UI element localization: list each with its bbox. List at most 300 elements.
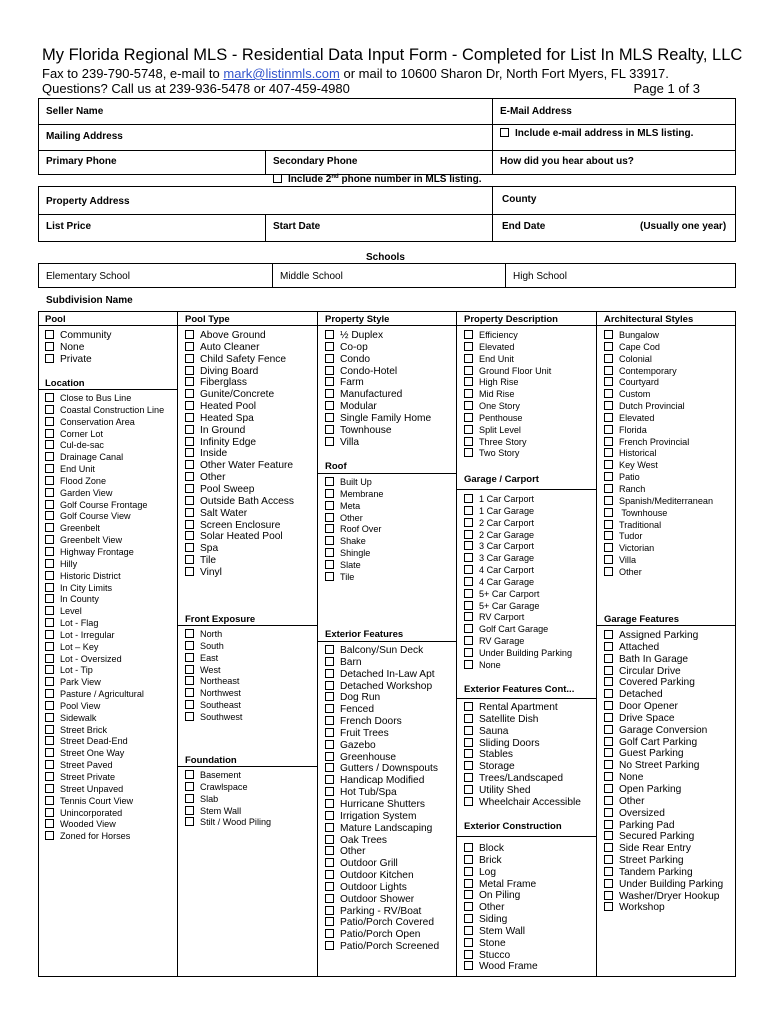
checkbox-icon[interactable] xyxy=(325,870,334,879)
garage-features-option[interactable] xyxy=(604,737,723,749)
elementary-school-field[interactable]: Elementary School xyxy=(46,271,130,282)
checkbox-icon[interactable] xyxy=(45,571,54,580)
checkbox-icon[interactable] xyxy=(325,835,334,844)
checkbox-icon[interactable] xyxy=(604,413,613,422)
checkbox-icon[interactable] xyxy=(45,594,54,603)
checkbox-icon[interactable] xyxy=(464,354,473,363)
garage-carport-option[interactable] xyxy=(464,624,572,636)
garage-features-option[interactable] xyxy=(604,677,723,689)
checkbox-icon[interactable] xyxy=(325,645,334,654)
pool-type-option[interactable] xyxy=(185,508,294,520)
checkbox-icon[interactable] xyxy=(185,688,194,697)
checkbox-icon[interactable] xyxy=(185,425,194,434)
pool-type-option[interactable] xyxy=(185,437,294,449)
checkbox-icon[interactable] xyxy=(604,820,613,829)
checkbox-icon[interactable] xyxy=(45,488,54,497)
checkbox-icon[interactable] xyxy=(604,796,613,805)
location-option[interactable] xyxy=(45,618,164,630)
front-exposure-option[interactable] xyxy=(185,653,242,665)
garage-carport-option[interactable] xyxy=(464,565,572,577)
architectural-styles-option[interactable] xyxy=(604,460,713,472)
checkbox-icon[interactable] xyxy=(45,701,54,710)
checkbox-icon[interactable] xyxy=(500,128,509,137)
checkbox-icon[interactable] xyxy=(45,796,54,805)
location-option[interactable] xyxy=(45,630,164,642)
exterior-construction-option[interactable] xyxy=(464,938,538,950)
exterior-features-option[interactable] xyxy=(325,894,439,906)
checkbox-icon[interactable] xyxy=(325,775,334,784)
exterior-features-option[interactable] xyxy=(325,929,439,941)
checkbox-icon[interactable] xyxy=(45,760,54,769)
checkbox-icon[interactable] xyxy=(604,366,613,375)
checkbox-icon[interactable] xyxy=(45,772,54,781)
checkbox-icon[interactable] xyxy=(185,782,194,791)
checkbox-icon[interactable] xyxy=(464,726,473,735)
garage-features-option[interactable] xyxy=(604,701,723,713)
checkbox-icon[interactable] xyxy=(464,624,473,633)
checkbox-icon[interactable] xyxy=(325,477,334,486)
checkbox-icon[interactable] xyxy=(185,794,194,803)
property-description-option[interactable] xyxy=(464,425,551,437)
pool-type-option[interactable] xyxy=(185,520,294,532)
pool-type-option[interactable] xyxy=(185,472,294,484)
exterior-features-option[interactable] xyxy=(325,681,439,693)
checkbox-icon[interactable] xyxy=(464,518,473,527)
checkbox-icon[interactable] xyxy=(325,917,334,926)
checkbox-icon[interactable] xyxy=(325,669,334,678)
garage-features-option[interactable] xyxy=(604,879,723,891)
property-description-option[interactable] xyxy=(464,413,551,425)
checkbox-icon[interactable] xyxy=(45,808,54,817)
checkbox-icon[interactable] xyxy=(604,713,613,722)
checkbox-icon[interactable] xyxy=(185,817,194,826)
garage-features-option[interactable] xyxy=(604,831,723,843)
architectural-styles-option[interactable] xyxy=(604,354,713,366)
checkbox-icon[interactable] xyxy=(185,676,194,685)
location-option[interactable] xyxy=(45,405,164,417)
garage-carport-option[interactable] xyxy=(464,601,572,613)
checkbox-icon[interactable] xyxy=(185,342,194,351)
location-option[interactable] xyxy=(45,500,164,512)
property-description-option[interactable] xyxy=(464,448,551,460)
location-option[interactable] xyxy=(45,736,164,748)
checkbox-icon[interactable] xyxy=(604,472,613,481)
pool-type-option[interactable] xyxy=(185,425,294,437)
exterior-construction-option[interactable] xyxy=(464,914,538,926)
checkbox-icon[interactable] xyxy=(45,429,54,438)
checkbox-icon[interactable] xyxy=(325,354,334,363)
checkbox-icon[interactable] xyxy=(604,891,613,900)
exterior-features-option[interactable] xyxy=(325,823,439,835)
checkbox-icon[interactable] xyxy=(185,567,194,576)
checkbox-icon[interactable] xyxy=(45,630,54,639)
checkbox-icon[interactable] xyxy=(464,890,473,899)
garage-features-option[interactable] xyxy=(604,784,723,796)
location-option[interactable] xyxy=(45,772,164,784)
checkbox-icon[interactable] xyxy=(464,448,473,457)
exterior-features-option[interactable] xyxy=(325,882,439,894)
checkbox-icon[interactable] xyxy=(464,342,473,351)
primary-phone-field[interactable]: Primary Phone xyxy=(46,156,117,167)
checkbox-icon[interactable] xyxy=(464,938,473,947)
seller-name-field[interactable]: Seller Name xyxy=(46,106,104,117)
checkbox-icon[interactable] xyxy=(185,806,194,815)
checkbox-icon[interactable] xyxy=(464,950,473,959)
checkbox-icon[interactable] xyxy=(45,677,54,686)
checkbox-icon[interactable] xyxy=(464,565,473,574)
location-option[interactable] xyxy=(45,677,164,689)
checkbox-icon[interactable] xyxy=(185,496,194,505)
checkbox-icon[interactable] xyxy=(604,460,613,469)
architectural-styles-option[interactable] xyxy=(604,508,713,520)
how-hear-field[interactable]: How did you hear about us? xyxy=(500,156,634,167)
property-description-option[interactable] xyxy=(464,377,551,389)
checkbox-icon[interactable] xyxy=(325,787,334,796)
checkbox-icon[interactable] xyxy=(45,725,54,734)
checkbox-icon[interactable] xyxy=(325,704,334,713)
checkbox-icon[interactable] xyxy=(604,555,613,564)
property-description-option[interactable] xyxy=(464,401,551,413)
exterior-features-option[interactable] xyxy=(325,858,439,870)
checkbox-icon[interactable] xyxy=(464,902,473,911)
location-option[interactable] xyxy=(45,654,164,666)
location-option[interactable] xyxy=(45,583,164,595)
checkbox-icon[interactable] xyxy=(185,472,194,481)
garage-features-option[interactable] xyxy=(604,654,723,666)
checkbox-icon[interactable] xyxy=(185,448,194,457)
checkbox-icon[interactable] xyxy=(45,476,54,485)
checkbox-icon[interactable] xyxy=(325,799,334,808)
checkbox-icon[interactable] xyxy=(604,630,613,639)
garage-features-option[interactable] xyxy=(604,713,723,725)
checkbox-icon[interactable] xyxy=(604,831,613,840)
exterior-features-option[interactable] xyxy=(325,645,439,657)
location-option[interactable] xyxy=(45,784,164,796)
checkbox-icon[interactable] xyxy=(325,330,334,339)
pool-type-option[interactable] xyxy=(185,330,294,342)
property-style-option[interactable] xyxy=(325,437,431,449)
checkbox-icon[interactable] xyxy=(604,437,613,446)
exterior-features-option[interactable] xyxy=(325,752,439,764)
pool-option[interactable] xyxy=(45,330,112,342)
checkbox-icon[interactable] xyxy=(604,843,613,852)
property-description-option[interactable] xyxy=(464,354,551,366)
checkbox-icon[interactable] xyxy=(325,425,334,434)
exterior-features-option[interactable] xyxy=(325,775,439,787)
pool-type-option[interactable] xyxy=(185,401,294,413)
front-exposure-option[interactable] xyxy=(185,665,242,677)
garage-features-option[interactable] xyxy=(604,796,723,808)
exterior-features-option[interactable] xyxy=(325,740,439,752)
location-option[interactable] xyxy=(45,689,164,701)
garage-carport-option[interactable] xyxy=(464,660,572,672)
email-link[interactable]: mark@listinmls.com xyxy=(223,66,340,81)
checkbox-icon[interactable] xyxy=(604,448,613,457)
garage-features-option[interactable] xyxy=(604,820,723,832)
location-option[interactable] xyxy=(45,831,164,843)
include-email-option[interactable] xyxy=(500,128,693,139)
garage-features-option[interactable] xyxy=(604,867,723,879)
garage-features-option[interactable] xyxy=(604,772,723,784)
checkbox-icon[interactable] xyxy=(325,389,334,398)
garage-carport-option[interactable] xyxy=(464,589,572,601)
checkbox-icon[interactable] xyxy=(604,389,613,398)
pool-option[interactable] xyxy=(45,342,112,354)
checkbox-icon[interactable] xyxy=(325,752,334,761)
checkbox-icon[interactable] xyxy=(604,543,613,552)
checkbox-icon[interactable] xyxy=(604,342,613,351)
subdivision-name-field[interactable]: Subdivision Name xyxy=(46,295,133,306)
garage-features-option[interactable] xyxy=(604,748,723,760)
checkbox-icon[interactable] xyxy=(464,425,473,434)
property-description-option[interactable] xyxy=(464,330,551,342)
checkbox-icon[interactable] xyxy=(464,879,473,888)
architectural-styles-option[interactable] xyxy=(604,567,713,579)
checkbox-icon[interactable] xyxy=(45,464,54,473)
checkbox-icon[interactable] xyxy=(464,601,473,610)
checkbox-icon[interactable] xyxy=(45,393,54,402)
pool-type-option[interactable] xyxy=(185,555,294,567)
garage-features-option[interactable] xyxy=(604,630,723,642)
exterior-construction-option[interactable] xyxy=(464,926,538,938)
pool-type-option[interactable] xyxy=(185,531,294,543)
start-date-field[interactable]: Start Date xyxy=(273,221,321,232)
checkbox-icon[interactable] xyxy=(325,536,334,545)
location-option[interactable] xyxy=(45,511,164,523)
checkbox-icon[interactable] xyxy=(604,808,613,817)
checkbox-icon[interactable] xyxy=(185,555,194,564)
checkbox-icon[interactable] xyxy=(45,523,54,532)
exterior-features-cont-option[interactable] xyxy=(464,702,581,714)
checkbox-icon[interactable] xyxy=(325,501,334,510)
architectural-styles-option[interactable] xyxy=(604,531,713,543)
checkbox-icon[interactable] xyxy=(185,401,194,410)
pool-type-option[interactable] xyxy=(185,460,294,472)
garage-carport-option[interactable] xyxy=(464,541,572,553)
roof-option[interactable] xyxy=(325,536,383,548)
exterior-features-cont-option[interactable] xyxy=(464,726,581,738)
checkbox-icon[interactable] xyxy=(464,401,473,410)
checkbox-icon[interactable] xyxy=(45,405,54,414)
checkbox-icon[interactable] xyxy=(185,700,194,709)
location-option[interactable] xyxy=(45,476,164,488)
checkbox-icon[interactable] xyxy=(185,389,194,398)
checkbox-icon[interactable] xyxy=(464,797,473,806)
checkbox-icon[interactable] xyxy=(45,736,54,745)
checkbox-icon[interactable] xyxy=(325,401,334,410)
front-exposure-option[interactable] xyxy=(185,700,242,712)
garage-features-option[interactable] xyxy=(604,891,723,903)
checkbox-icon[interactable] xyxy=(45,642,54,651)
checkbox-icon[interactable] xyxy=(325,846,334,855)
checkbox-icon[interactable] xyxy=(185,484,194,493)
checkbox-icon[interactable] xyxy=(185,665,194,674)
garage-features-option[interactable] xyxy=(604,808,723,820)
checkbox-icon[interactable] xyxy=(185,413,194,422)
garage-carport-option[interactable] xyxy=(464,553,572,565)
location-option[interactable] xyxy=(45,452,164,464)
checkbox-icon[interactable] xyxy=(325,894,334,903)
checkbox-icon[interactable] xyxy=(604,748,613,757)
checkbox-icon[interactable] xyxy=(185,330,194,339)
location-option[interactable] xyxy=(45,713,164,725)
checkbox-icon[interactable] xyxy=(604,772,613,781)
architectural-styles-option[interactable] xyxy=(604,543,713,555)
checkbox-icon[interactable] xyxy=(45,417,54,426)
checkbox-icon[interactable] xyxy=(464,914,473,923)
checkbox-icon[interactable] xyxy=(464,761,473,770)
location-option[interactable] xyxy=(45,429,164,441)
checkbox-icon[interactable] xyxy=(325,728,334,737)
checkbox-icon[interactable] xyxy=(464,366,473,375)
high-school-field[interactable]: High School xyxy=(513,271,567,282)
checkbox-icon[interactable] xyxy=(45,330,54,339)
checkbox-icon[interactable] xyxy=(464,612,473,621)
location-option[interactable] xyxy=(45,701,164,713)
pool-type-option[interactable] xyxy=(185,567,294,579)
checkbox-icon[interactable] xyxy=(464,530,473,539)
location-option[interactable] xyxy=(45,523,164,535)
location-option[interactable] xyxy=(45,417,164,429)
checkbox-icon[interactable] xyxy=(464,843,473,852)
checkbox-icon[interactable] xyxy=(604,784,613,793)
exterior-construction-option[interactable] xyxy=(464,902,538,914)
roof-option[interactable] xyxy=(325,501,383,513)
architectural-styles-option[interactable] xyxy=(604,389,713,401)
exterior-features-option[interactable] xyxy=(325,846,439,858)
checkbox-icon[interactable] xyxy=(185,437,194,446)
checkbox-icon[interactable] xyxy=(325,823,334,832)
location-option[interactable] xyxy=(45,393,164,405)
checkbox-icon[interactable] xyxy=(45,831,54,840)
garage-carport-option[interactable] xyxy=(464,612,572,624)
architectural-styles-option[interactable] xyxy=(604,484,713,496)
garage-carport-option[interactable] xyxy=(464,530,572,542)
property-style-option[interactable] xyxy=(325,413,431,425)
architectural-styles-option[interactable] xyxy=(604,425,713,437)
secondary-phone-field[interactable]: Secondary Phone xyxy=(273,156,358,167)
checkbox-icon[interactable] xyxy=(464,413,473,422)
checkbox-icon[interactable] xyxy=(464,636,473,645)
property-description-option[interactable] xyxy=(464,437,551,449)
checkbox-icon[interactable] xyxy=(464,855,473,864)
location-option[interactable] xyxy=(45,606,164,618)
checkbox-icon[interactable] xyxy=(325,906,334,915)
architectural-styles-option[interactable] xyxy=(604,496,713,508)
checkbox-icon[interactable] xyxy=(185,520,194,529)
checkbox-icon[interactable] xyxy=(464,541,473,550)
checkbox-icon[interactable] xyxy=(464,738,473,747)
property-style-option[interactable] xyxy=(325,401,431,413)
exterior-features-option[interactable] xyxy=(325,870,439,882)
checkbox-icon[interactable] xyxy=(185,629,194,638)
checkbox-icon[interactable] xyxy=(45,689,54,698)
location-option[interactable] xyxy=(45,748,164,760)
checkbox-icon[interactable] xyxy=(45,748,54,757)
checkbox-icon[interactable] xyxy=(45,606,54,615)
checkbox-icon[interactable] xyxy=(464,648,473,657)
checkbox-icon[interactable] xyxy=(604,425,613,434)
exterior-construction-option[interactable] xyxy=(464,855,538,867)
location-option[interactable] xyxy=(45,725,164,737)
checkbox-icon[interactable] xyxy=(185,653,194,662)
checkbox-icon[interactable] xyxy=(325,681,334,690)
checkbox-icon[interactable] xyxy=(45,452,54,461)
front-exposure-option[interactable] xyxy=(185,629,242,641)
checkbox-icon[interactable] xyxy=(604,677,613,686)
roof-option[interactable] xyxy=(325,513,383,525)
property-description-option[interactable] xyxy=(464,342,551,354)
location-option[interactable] xyxy=(45,796,164,808)
checkbox-icon[interactable] xyxy=(185,460,194,469)
middle-school-field[interactable]: Middle School xyxy=(280,271,343,282)
exterior-features-option[interactable] xyxy=(325,692,439,704)
checkbox-icon[interactable] xyxy=(45,535,54,544)
pool-type-option[interactable] xyxy=(185,366,294,378)
architectural-styles-option[interactable] xyxy=(604,448,713,460)
checkbox-icon[interactable] xyxy=(464,785,473,794)
checkbox-icon[interactable] xyxy=(604,855,613,864)
checkbox-icon[interactable] xyxy=(464,660,473,669)
end-date-field[interactable]: End Date xyxy=(502,221,546,232)
foundation-option[interactable] xyxy=(185,770,271,782)
garage-carport-option[interactable] xyxy=(464,577,572,589)
exterior-features-option[interactable] xyxy=(325,917,439,929)
checkbox-icon[interactable] xyxy=(464,749,473,758)
property-style-option[interactable] xyxy=(325,342,431,354)
checkbox-icon[interactable] xyxy=(464,961,473,970)
location-option[interactable] xyxy=(45,559,164,571)
pool-option[interactable] xyxy=(45,354,112,366)
exterior-features-option[interactable] xyxy=(325,787,439,799)
checkbox-icon[interactable] xyxy=(185,377,194,386)
checkbox-icon[interactable] xyxy=(464,437,473,446)
front-exposure-option[interactable] xyxy=(185,712,242,724)
checkbox-icon[interactable] xyxy=(325,929,334,938)
architectural-styles-option[interactable] xyxy=(604,342,713,354)
property-style-option[interactable] xyxy=(325,389,431,401)
architectural-styles-option[interactable] xyxy=(604,520,713,532)
location-option[interactable] xyxy=(45,547,164,559)
property-style-option[interactable] xyxy=(325,366,431,378)
checkbox-icon[interactable] xyxy=(464,330,473,339)
checkbox-icon[interactable] xyxy=(45,440,54,449)
architectural-styles-option[interactable] xyxy=(604,472,713,484)
property-style-option[interactable] xyxy=(325,377,431,389)
location-option[interactable] xyxy=(45,808,164,820)
roof-option[interactable] xyxy=(325,548,383,560)
checkbox-icon[interactable] xyxy=(604,520,613,529)
checkbox-icon[interactable] xyxy=(325,858,334,867)
garage-carport-option[interactable] xyxy=(464,636,572,648)
exterior-construction-option[interactable] xyxy=(464,961,538,973)
location-option[interactable] xyxy=(45,665,164,677)
location-option[interactable] xyxy=(45,642,164,654)
checkbox-icon[interactable] xyxy=(325,489,334,498)
property-description-option[interactable] xyxy=(464,389,551,401)
checkbox-icon[interactable] xyxy=(325,811,334,820)
property-style-option[interactable] xyxy=(325,354,431,366)
garage-features-option[interactable] xyxy=(604,666,723,678)
pool-type-option[interactable] xyxy=(185,389,294,401)
checkbox-icon[interactable] xyxy=(185,543,194,552)
checkbox-icon[interactable] xyxy=(604,879,613,888)
location-option[interactable] xyxy=(45,464,164,476)
location-option[interactable] xyxy=(45,488,164,500)
garage-features-option[interactable] xyxy=(604,725,723,737)
exterior-features-option[interactable] xyxy=(325,799,439,811)
checkbox-icon[interactable] xyxy=(185,366,194,375)
